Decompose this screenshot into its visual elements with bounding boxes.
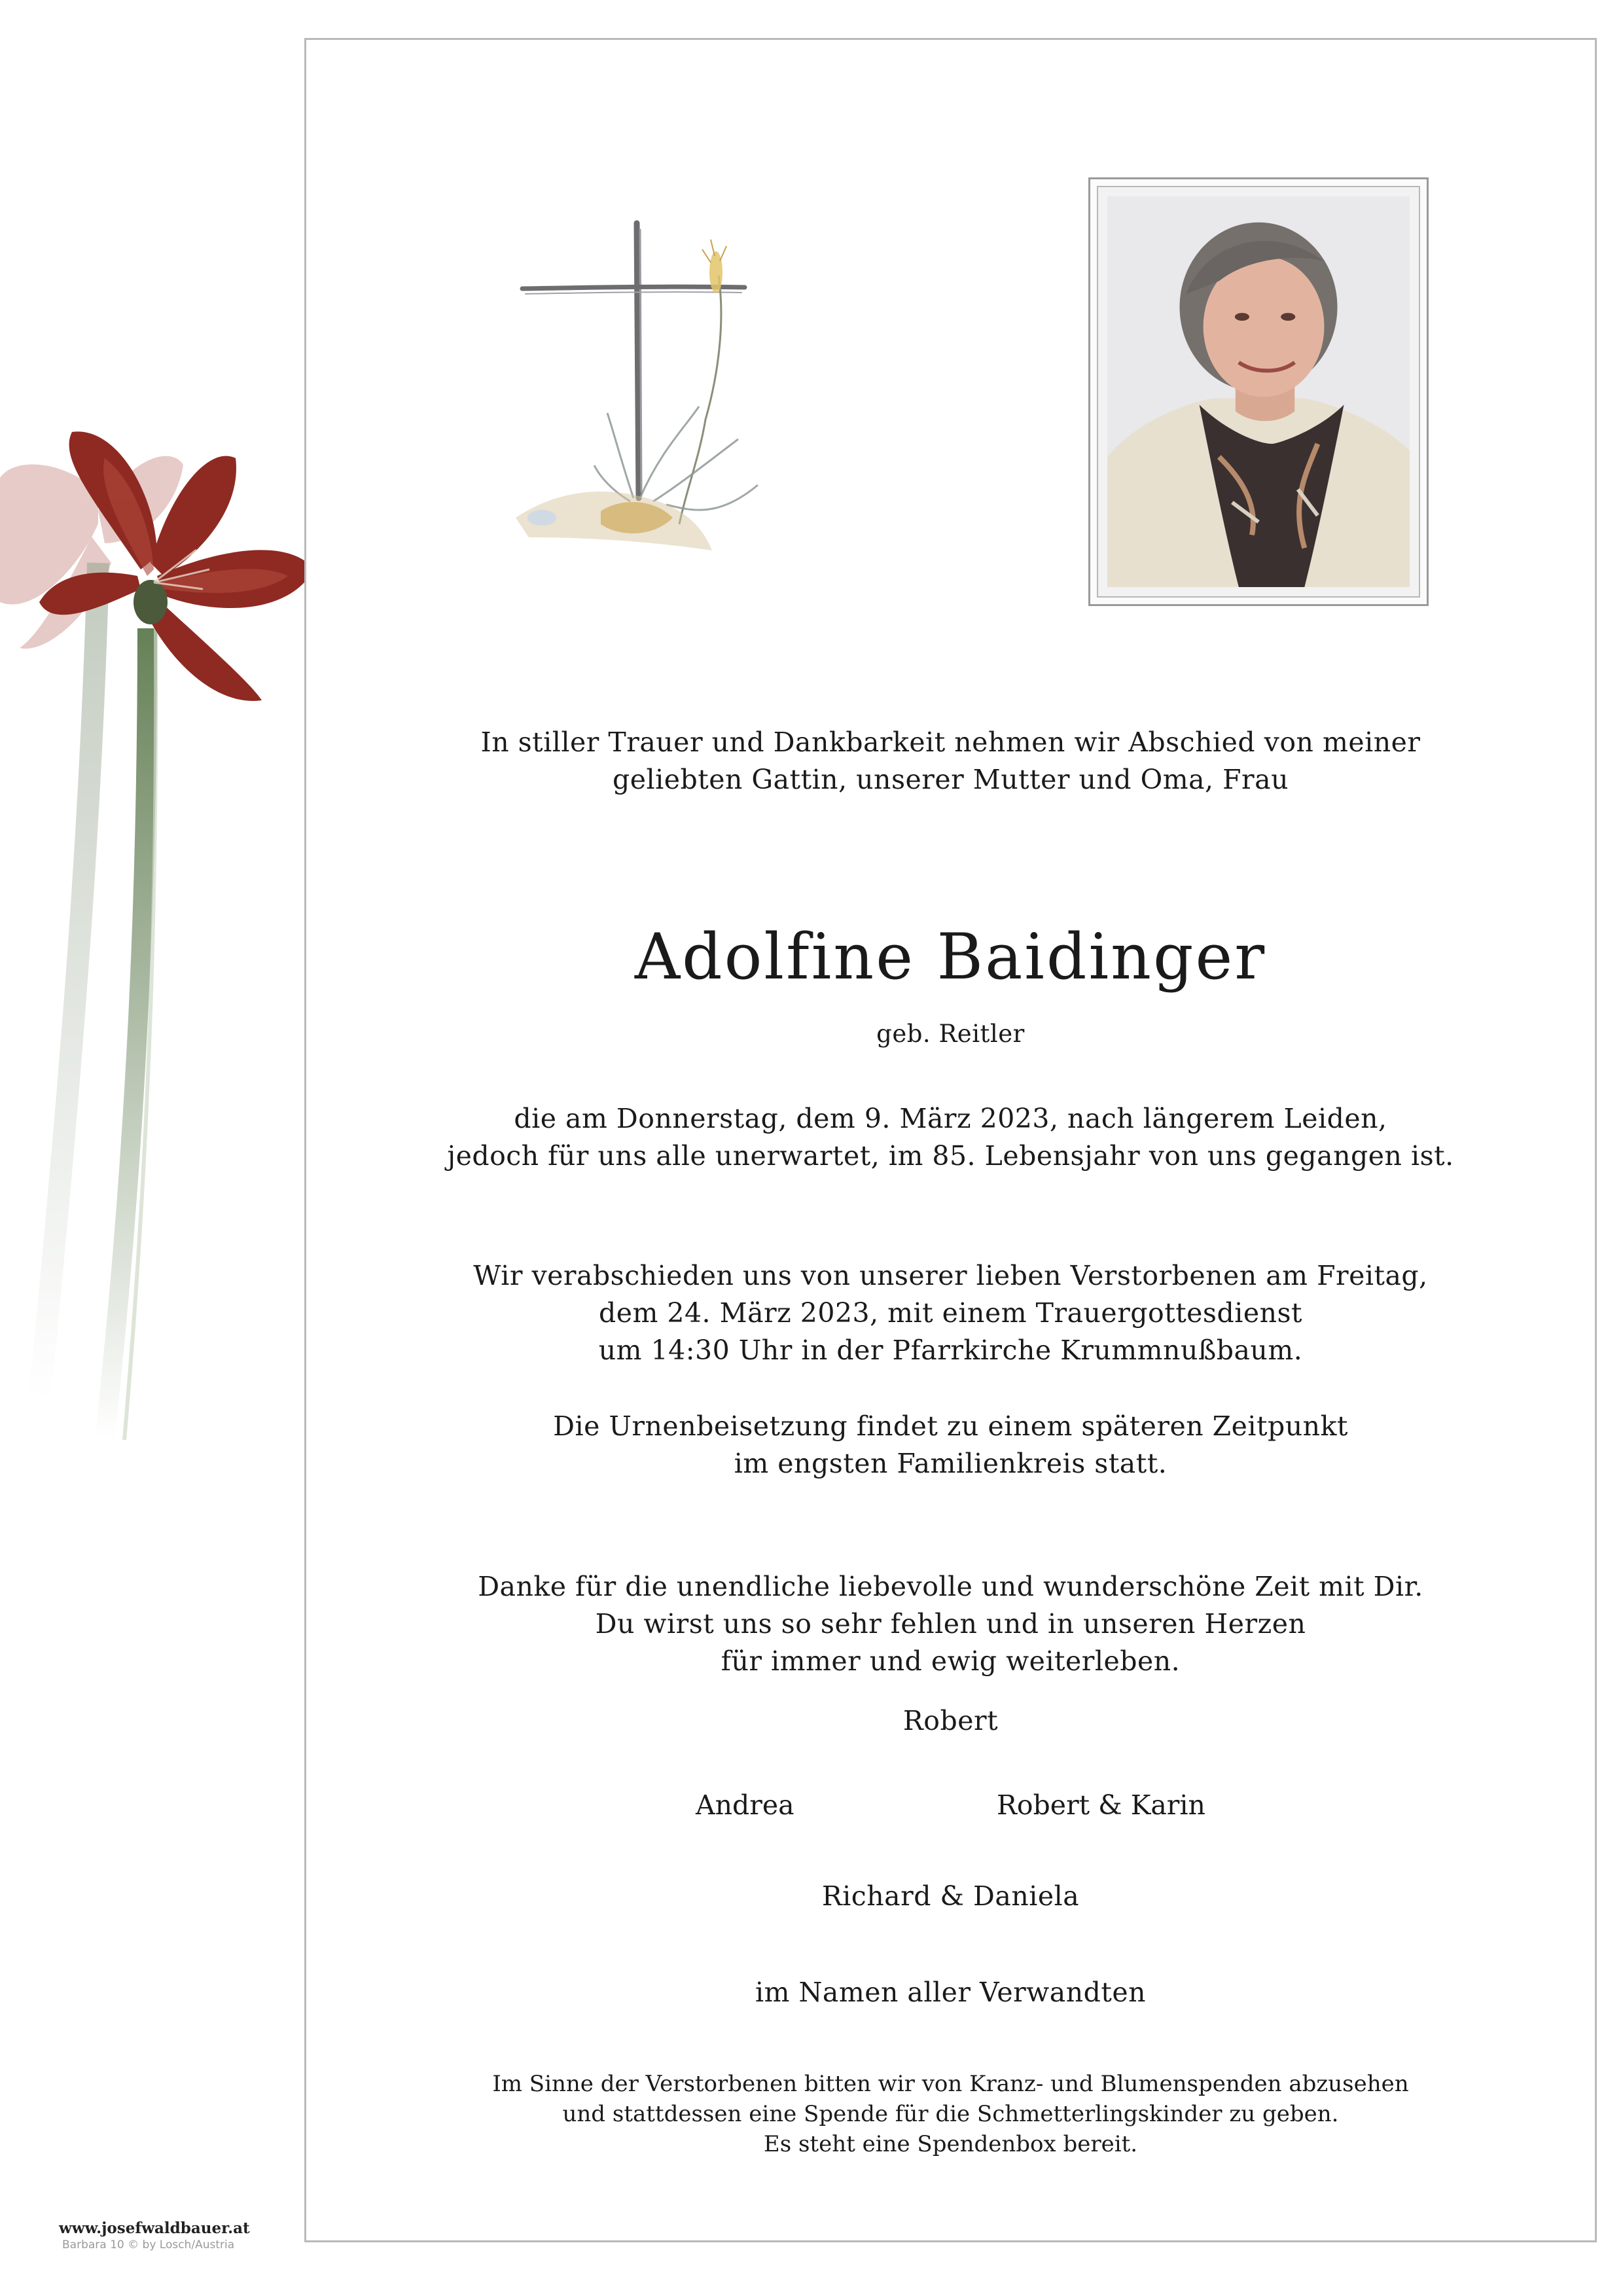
death-notice-line-2: jedoch für uns alle unerwartet, im 85. Lebensjahr von uns gegangen ist.: [447, 1140, 1454, 1172]
funeral-line-1: Wir verabschieden uns von unserer lieben Verstorbenen am Freitag,: [473, 1260, 1428, 1291]
donation-line-2: und stattdessen eine Spende für die Schmetterlingskinder zu geben.: [562, 2101, 1339, 2127]
family-child-3: Richard & Daniela: [821, 1880, 1080, 1912]
family-child-1: Andrea: [696, 1789, 794, 1821]
urn-line-1: Die Urnenbeisetzung findet zu einem späteren Zeitpunkt: [553, 1410, 1348, 1442]
urn-line-2: im engsten Familienkreis statt.: [734, 1448, 1168, 1479]
footer-credit: Barbara 10 © by Losch/Austria: [62, 2238, 235, 2251]
funeral-line-2: dem 24. März 2023, mit einem Trauergottesdienst: [598, 1297, 1303, 1329]
cross-icon: [503, 210, 843, 616]
donation-line-1: Im Sinne der Verstorbenen bitten wir von Kranz- und Blumenspenden abzusehen: [492, 2071, 1409, 2097]
footer-website-link[interactable]: www.josefwaldbauer.at: [59, 2219, 250, 2237]
family-husband: Robert: [902, 1705, 999, 1736]
portrait-photo: [1107, 196, 1410, 587]
thanks-line-3: für immer und ewig weiterleben.: [721, 1645, 1181, 1677]
relatives-line: im Namen aller Verwandten: [755, 1977, 1147, 2008]
deceased-name: Adolfine Baidinger: [634, 920, 1267, 994]
birth-name: geb. Reitler: [876, 1020, 1025, 1048]
obituary-frame: [304, 38, 1597, 2242]
portrait-photo-frame: [1088, 177, 1429, 606]
intro-line-1: In stiller Trauer und Dankbarkeit nehmen wir Abschied von meiner: [480, 726, 1421, 758]
funeral-line-3: um 14:30 Uhr in der Pfarrkirche Krummnußbaum.: [598, 1335, 1303, 1366]
thanks-line-1: Danke für die unendliche liebevolle und wunderschöne Zeit mit Dir.: [478, 1571, 1423, 1602]
donation-line-3: Es steht eine Spendenbox bereit.: [763, 2131, 1138, 2157]
family-child-2: Robert & Karin: [997, 1789, 1205, 1821]
intro-line-2: geliebten Gattin, unserer Mutter und Oma, Frau: [613, 764, 1289, 795]
thanks-line-2: Du wirst uns so sehr fehlen und in unseren Herzen: [595, 1608, 1306, 1640]
death-notice-line-1: die am Donnerstag, dem 9. März 2023, nach längerem Leiden,: [514, 1103, 1387, 1134]
